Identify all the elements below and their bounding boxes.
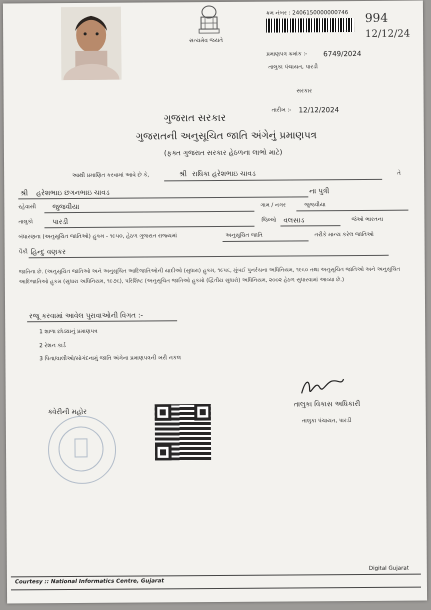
certificate-number: 6749/2024 <box>323 49 362 59</box>
certificate-subtitle: (ફક્ત ગુજરાત સરકાર હેઠળના લાભો માટે) <box>163 148 283 158</box>
handwritten-number: 994 <box>364 10 388 25</box>
caste-prefix: પૈકી <box>18 249 28 256</box>
father-name: હરેશભાઇ છગનભાઇ ચાવડ <box>36 188 110 198</box>
village-name: જુજવીયા <box>52 202 80 212</box>
qr-code <box>155 404 211 460</box>
constitution-text: બંધારણના (અનુસૂચિત જાતિઓ) હુકમ - ૧૯૫૦, હેઠળ ગુજરાત રાજ્યમાં <box>18 233 177 241</box>
name-end: તે <box>397 170 401 177</box>
government-title: ગુજરાત સરકાર <box>163 112 226 125</box>
legal-paragraph: જાતિના છે. (અનુસૂચિત જાતિઓ અને અનુસૂચિત આદિજાતિઓની યાદીઓ (સુધારા) હુકમ, ૧૯૫૬, મુંબઈ પુનર્રચના અધિનિયમ, ૧૯૬૦ તથા અનુસૂચિત જાતિઓ અને અનુસૂચિત આદિજાતિઓ હુકમ (સુધારા અધિનિયમ, ૧૯૭૬), પરિશિષ્ટ (અનુસૂચિત જાતિઓ હુકમો (દ્વિતીય સુધારો) અધિનિયમ, ૨૦૦૨ હેઠળ સુધારવામાં આવ્યા છે.) <box>18 266 401 286</box>
relation-text: ના પુત્રી <box>309 187 330 196</box>
office-seal-icon <box>48 416 116 484</box>
signatory-title: તાલુકા વિકાસ અધિકારી <box>293 399 361 409</box>
taluka-underline <box>44 226 254 228</box>
documents-heading-underline <box>27 320 177 322</box>
issuing-office: તાલુકા પંચાયત, પારડી <box>268 64 318 71</box>
taluka-value: પારડી <box>52 218 69 227</box>
resident-label: રહેવાસી <box>18 204 36 211</box>
office-place: સરકાર <box>296 88 312 95</box>
district-underline <box>280 225 340 226</box>
intro-text: આથી પ્રમાણિત કરવામાં આવે છે કે, <box>72 172 150 179</box>
signatory-office: તાલુકા પંચાયત, પારડી <box>301 418 352 425</box>
issue-date: 12/12/2024 <box>298 106 340 115</box>
caste-category-underline <box>223 240 309 242</box>
certificate-title: ગુજરાતની અનુસૂચિત જાતિ અંગેનું પ્રમાણપત્ર <box>135 130 317 143</box>
barcode-label: ક્રમ નંબર : 2406150000000746 <box>265 10 349 17</box>
applicant-photo <box>61 7 122 80</box>
name-honorific: શ્રી <box>179 170 187 179</box>
applicant-name: રાધિકા હરેશભાઇ ચાવડ <box>192 169 256 179</box>
taluka-label: તાલુકો <box>18 219 33 226</box>
father-prefix: શ્રી <box>20 189 28 198</box>
footer-courtesy: Courtesy :: National Informatics Centre, Gujarat <box>14 578 164 586</box>
document-item: 3 પિતા/વાલીઓ/સોગંદનામું જાતિ અંગેના પ્રમાણપત્રની ખરી નકલ <box>39 355 181 363</box>
date-label: તારીખ :- <box>271 107 292 114</box>
document-item: 1 શાળા છોડ્યાનું પ્રમાણપત્ર <box>39 328 98 336</box>
village-value: જુજવીયા <box>304 202 326 209</box>
caste-name: હિન્દુ વણકર <box>30 248 66 257</box>
certificate-page <box>3 1 427 604</box>
footer-digital: Digital Gujarat <box>368 565 409 572</box>
village-label: ગામ / નગર <box>260 202 286 209</box>
village-underline <box>44 211 254 213</box>
document-item: 2 રેશન કાર્ડ <box>39 343 66 350</box>
documents-heading: રજૂ કરવામાં આવેલ પુરાવાઓની વિગત :- <box>29 311 143 321</box>
caste-category: અનુસૂચિત જાતિ <box>225 232 263 239</box>
certificate-number-label: પ્રમાણપત્ર ક્રમાંક :- <box>266 51 308 58</box>
caste-underline <box>29 255 389 259</box>
village-value-underline <box>296 210 408 212</box>
handwritten-date: 12/12/24 <box>365 28 411 40</box>
seal-label: ક્વેરીની મહોર <box>47 407 87 417</box>
state-label: જેઓ ભારતના <box>351 216 384 224</box>
name-underline <box>164 179 382 182</box>
barcode <box>266 18 354 33</box>
signature-icon <box>298 373 348 401</box>
state-emblem-icon <box>189 4 229 42</box>
district-value: વલસાડ <box>283 216 305 225</box>
emblem-caption: સત્યમેવ જયતે <box>189 37 223 45</box>
caste-tail: તરીકે માન્ય કરેલ જાતિઓ <box>314 231 374 239</box>
district-label: જિલ્લો <box>261 217 277 224</box>
